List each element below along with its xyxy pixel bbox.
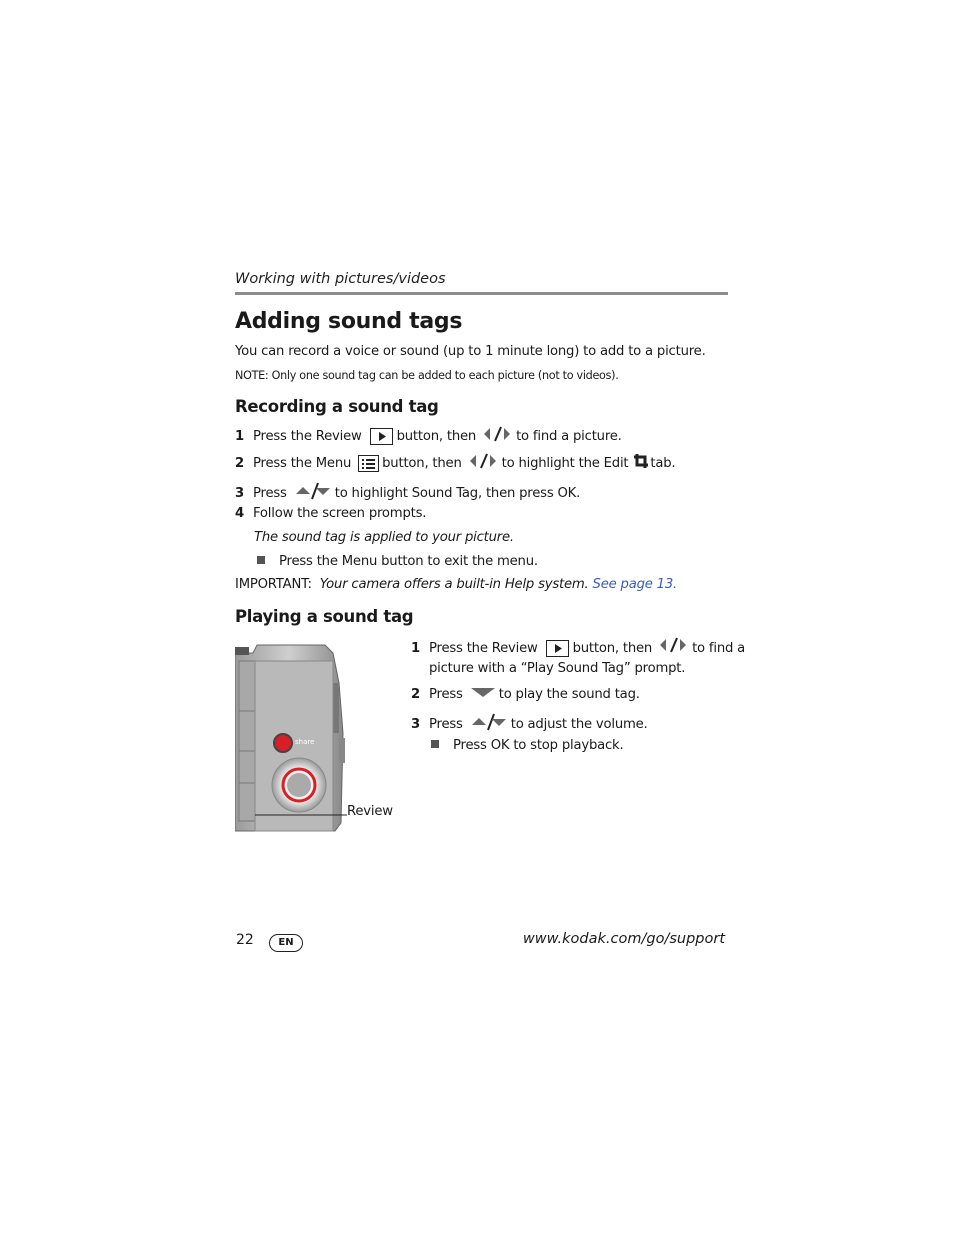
step-text: Press	[429, 717, 463, 732]
note-text: NOTE: Only one sound tag can be added to each picture (not to videos).	[235, 369, 619, 382]
important-label: IMPORTANT:	[235, 577, 312, 592]
step-text: to adjust the volume.	[510, 717, 648, 732]
important-end: .	[673, 577, 678, 592]
step-text: to highlight the Edit	[501, 456, 629, 471]
left-right-arrows-icon	[469, 453, 499, 473]
review-button-icon	[546, 640, 569, 657]
share-label: share	[295, 738, 315, 746]
step-text: button, then	[396, 429, 477, 444]
language-badge: EN	[269, 934, 303, 952]
important-text: Your camera offers a built-in Help system.	[319, 577, 589, 592]
step-text: button, then	[382, 456, 462, 471]
step-text: Press the Menu	[253, 456, 352, 471]
step-number: 3	[235, 486, 244, 501]
step-text: to highlight Sound Tag, then press OK.	[334, 486, 581, 501]
result-text: The sound tag is applied to your picture.	[254, 530, 514, 545]
step-text: Press	[253, 486, 287, 501]
step-text: button, then	[572, 641, 653, 656]
step-text: Follow the screen prompts.	[253, 506, 427, 521]
recording-step-3	[235, 482, 580, 504]
bullet-icon	[257, 556, 265, 564]
step-text: to find a	[692, 641, 746, 656]
step-text: to find a picture.	[516, 429, 622, 444]
step-number: 1	[411, 641, 420, 656]
see-page-link[interactable]: See page 13	[592, 577, 674, 592]
recording-heading: Recording a sound tag	[235, 397, 439, 416]
step-text: tab.	[650, 456, 676, 471]
recording-step-1	[235, 426, 622, 446]
step-text: picture with a “Play Sound Tag” prompt.	[429, 661, 686, 676]
step-number: 4	[235, 506, 244, 521]
page-number: 22	[236, 932, 254, 948]
review-button-icon	[370, 428, 393, 445]
step-number: 1	[235, 429, 244, 444]
recording-step-2	[235, 453, 675, 473]
bullet-text: Press the Menu button to exit the menu.	[279, 554, 538, 569]
recording-step-4	[235, 506, 426, 521]
step-text: Press the Review	[253, 429, 362, 444]
review-callout: Review	[347, 804, 393, 819]
support-url[interactable]: www.kodak.com/go/support	[522, 931, 725, 947]
bullet-text: Press OK to stop playback.	[453, 738, 624, 753]
step-number: 2	[411, 687, 420, 702]
playing-step-2	[411, 685, 640, 703]
recording-bullet	[257, 554, 538, 569]
playing-step-1	[411, 637, 745, 678]
important-note	[235, 577, 677, 592]
step-number: 3	[411, 717, 420, 732]
playing-heading: Playing a sound tag	[235, 607, 414, 626]
step-text: Press the Review	[429, 641, 538, 656]
down-arrow-icon	[470, 685, 496, 703]
step-text: Press	[429, 687, 463, 702]
step-number: 2	[235, 456, 244, 471]
playing-bullet	[431, 738, 623, 753]
up-down-arrows-icon	[470, 713, 508, 735]
section-header: Working with pictures/videos	[235, 271, 446, 287]
intro-text: You can record a voice or sound (up to 1 minute long) to add to a picture.	[235, 344, 706, 359]
header-rule	[235, 292, 728, 295]
page-title: Adding sound tags	[235, 309, 463, 334]
menu-button-icon	[358, 455, 379, 472]
bullet-icon	[431, 740, 439, 748]
left-right-arrows-icon	[483, 426, 513, 446]
edit-crop-icon	[633, 453, 649, 473]
up-down-arrows-icon	[294, 482, 332, 504]
left-right-arrows-icon	[659, 637, 689, 659]
playing-step-3	[411, 713, 648, 735]
step-text: to play the sound tag.	[498, 687, 640, 702]
